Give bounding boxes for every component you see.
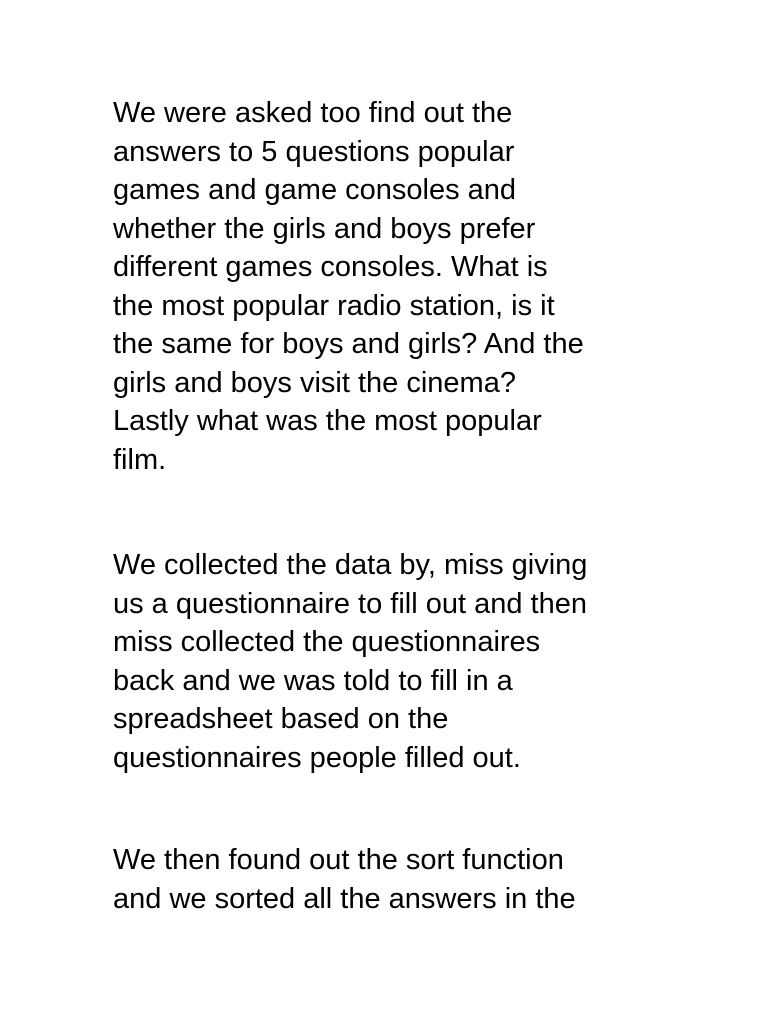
text-line: film. xyxy=(113,443,167,476)
text-line: spreadsheet based on the xyxy=(113,703,449,735)
text-line: We were asked too find out the xyxy=(113,97,513,129)
text-line: and we sorted all the answers in the xyxy=(113,882,576,915)
paragraph-1 xyxy=(113,94,713,479)
text-line: questionnaires people filled out. xyxy=(113,741,521,774)
text-line: games and game consoles and xyxy=(113,174,517,206)
text-line: girls and boys visit the cinema? xyxy=(113,366,516,399)
paragraph-3 xyxy=(113,841,713,918)
text-line: We then found out the sort function xyxy=(113,844,564,876)
text-line: us a questionnaire to fill out and then xyxy=(113,587,587,620)
text-line: different games consoles. What is xyxy=(113,251,548,283)
text-line: the most popular radio station, is it xyxy=(113,289,555,322)
text-line: whether the girls and boys prefer xyxy=(113,212,536,245)
text-line: We collected the data by, miss giving xyxy=(113,549,588,581)
paragraph-2 xyxy=(113,546,713,777)
text-line: back and we was told to fill in a xyxy=(113,664,513,697)
text-line: answers to 5 questions popular xyxy=(113,135,515,168)
text-line: the same for boys and girls? And the xyxy=(113,328,584,360)
text-line: miss collected the questionnaires xyxy=(113,626,541,658)
text-line: Lastly what was the most popular xyxy=(113,405,542,437)
